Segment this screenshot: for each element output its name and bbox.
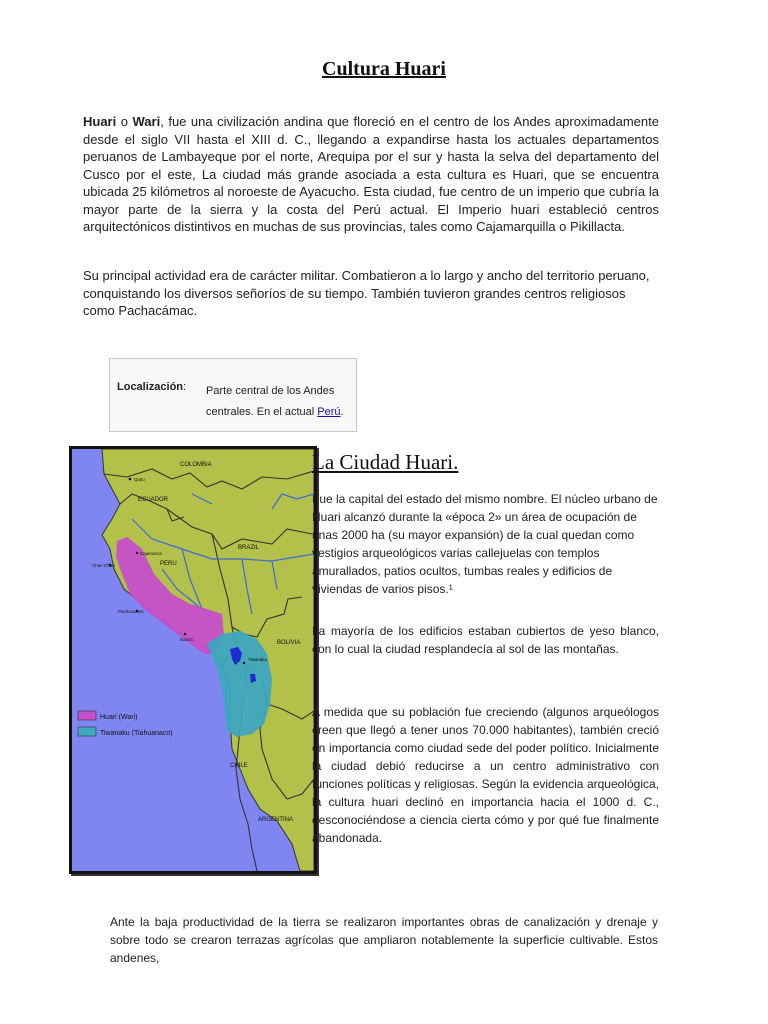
label-chan-chan: Chan Chan — [92, 563, 115, 568]
legend-swatch-huari — [78, 711, 96, 720]
peru-link[interactable]: Perú — [317, 406, 341, 418]
section-heading: La Ciudad Huari. — [312, 450, 459, 474]
location-label: Localización: — [117, 381, 187, 393]
wari-term: Wari — [132, 114, 161, 129]
tiwanaku-region — [207, 631, 272, 737]
section-paragraph-3: A medida que su población fue creciendo (algunos arqueólogos creen que llegó a tener unos 70.000 habitantes), también creció en importancia como ciudad sede del poder político. Inicialmente la ciudad debió reducirse a un centro administrativo con funciones políticas y religiosas. Según la evidencia arqueológica, la cultura huari declinó en importancia hacia el 1000 d. C., desconociéndose a ciencia cierta cómo y por qué fue finalmente abandonada. — [312, 705, 659, 845]
location-infobox — [109, 358, 357, 432]
section-paragraph-2: La mayoría de los edificios estaban cubiertos de yeso blanco, con lo cual la ciudad resplandecía al sol de las montañas. — [312, 624, 659, 656]
label-quito: Quito — [134, 477, 145, 482]
intro-connector: o — [120, 114, 128, 129]
legend-label-tiwanaku: Tiwanaku (Tiahuanaco) — [100, 730, 173, 737]
label-argentina: ARGENTINA — [258, 817, 294, 823]
label-ecuador: ECUADOR — [138, 497, 169, 503]
terraces-paragraph: Ante la baja productividad de la tierra se realizaron importantes obras de canalización y drenaje y sobre todo se crearon terrazas agrícolas que ampliaron notablemente la superficie cultivable. Estos andenes, — [110, 915, 658, 965]
map-figure — [69, 446, 317, 874]
label-pachacamac: Pachacamac — [118, 609, 145, 614]
label-nazca: Nazca — [180, 637, 193, 642]
label-cajamarca: Cajamarca — [140, 551, 162, 556]
label-bolivia: BOLIVIA — [277, 640, 301, 646]
intro-paragraph — [83, 113, 659, 236]
label-chile: CHILE — [230, 763, 248, 769]
label-colombia: COLOMBIA — [180, 462, 212, 468]
legend-swatch-tiwanaku — [78, 727, 96, 736]
location-value: Parte central de los Andes centrales. En el actual Perú. — [206, 385, 344, 418]
land-mass — [102, 449, 314, 871]
label-tiwanaku: Tiwanaku — [248, 657, 268, 662]
section-paragraph-1: Fue la capital del estado del mismo nombre. El núcleo urbano de Huari alcanzó durante la «época 2» un área de ocupación de unas 2000 ha (su mayor expansión) de la cual quedan como vestigios arqueológicos varias callejuelas con templos amurallados, patios ocultos, tumbas reales y edificios de viviendas de varios pisos.¹ — [312, 492, 658, 596]
legend-label-huari: Huari (Wari) — [100, 714, 138, 721]
page-title: Cultura Huari — [322, 58, 446, 80]
military-paragraph: Su principal actividad era de carácter militar. Combatieron a lo largo y ancho del territorio peruano, conquistando los diversos señoríos de su tiempo. También tuvieron grandes centros religiosos como Pachacámac. — [83, 268, 650, 318]
label-peru: PERU — [160, 561, 177, 567]
huari-term: Huari — [83, 114, 117, 129]
huari-tiwanaku-map — [72, 449, 314, 871]
intro-text: , fue una civilización andina que floreció en el centro de los Andes aproximadamente desde el siglo VII hasta el XIII d. C., llegando a expandirse hasta los actuales departamentos peruanos de Lambayeque por el norte, Arequipa por el sur y hasta la selva del departamento del Cusco por el este, La ciudad más grande asociada a esta cultura es Huari, que se encuentra ubicada 25 kilómetros al noroeste de Ayacucho. Esta ciudad, fue centro de un imperio que cubría la mayor parte de la sierra y la costa del Perú actual. El Imperio huari estableció centros arquitectónicos distintivos en muchas de sus provincias, tales como Cajamarquilla o Pikillacta. — [83, 114, 659, 234]
label-brazil: BRAZIL — [238, 545, 260, 551]
